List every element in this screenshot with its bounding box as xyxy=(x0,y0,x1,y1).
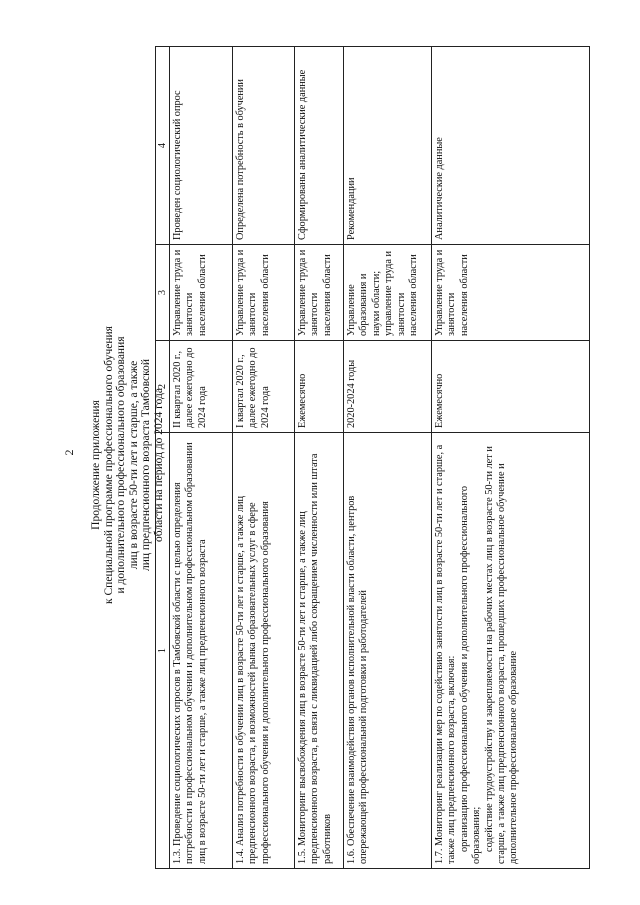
measure-subitem: содействие трудоустройству и закрепляемости на рабочих местах лиц в возрасте 50-ти лет и старше, а также лиц предпенсионного возраста, прошедших профессиональное обучение и дополнительное профессиональное образование xyxy=(483,446,520,864)
column-number-2: 2 xyxy=(156,341,170,433)
measure-result: Сформированы аналитические данные xyxy=(295,47,344,245)
measure-executor: Управление труда и занятости населения области xyxy=(233,245,295,341)
column-number-3: 3 xyxy=(156,245,170,341)
measure-intro: 1.7. Мониторинг реализации мер по содействию занятости лиц в возрасте 50-ти лет и старше, а также лиц предпенсионного возраста, включая: xyxy=(434,444,458,864)
measure-period: Ежемесячно xyxy=(432,341,590,433)
measure-executor: Управление труда и занятости населения области xyxy=(432,245,590,341)
measure-text: 1.6. Обеспечение взаимодействия органов исполнительной власти области, центров опережающей профессиональной подготовки и работодателей xyxy=(344,433,432,869)
heading-line-5: лиц предпенсионного возраста Тамбовской xyxy=(140,359,152,572)
table-row xyxy=(233,47,295,869)
column-number-1: 1 xyxy=(156,433,170,869)
measure-executor: Управление образования и науки области; управление труда и занятости населения области xyxy=(344,245,432,341)
measure-period: Ежемесячно xyxy=(295,341,344,433)
measure-period: I квартал 2020 г., далее ежегодно до 2024 года xyxy=(233,341,295,433)
measure-result: Аналитические данные xyxy=(432,47,590,245)
table-row xyxy=(295,47,344,869)
heading-line-1: Продолжение приложения xyxy=(90,400,102,530)
table-row xyxy=(432,47,590,869)
measure-period: II квартал 2020 г., далее ежегодно до 2024 года xyxy=(170,341,233,433)
measure-text: 1.5. Мониторинг высвобождения лиц в возрасте 50-ти лет и старше, а также лиц предпенсионного возраста, в связи с ликвидацией либо сокращением численности или штата работников xyxy=(295,433,344,869)
appendix-heading xyxy=(90,115,165,815)
measure-text xyxy=(432,433,590,869)
column-number-4: 4 xyxy=(156,47,170,245)
measure-period: 2020-2024 годы xyxy=(344,341,432,433)
heading-line-2: к Специальной программе профессионального обучения xyxy=(102,326,115,604)
measure-text: 1.4. Анализ потребности в обучении лиц в возрасте 50-ти лет и старше, а также лиц предпенсионного возраста, и возможностей рынка образовательных услуг в сфере профессионального обучения и дополнительного профессионального образования xyxy=(233,433,295,869)
measure-result: Определена потребность в обучении xyxy=(233,47,295,245)
table-row xyxy=(344,47,432,869)
heading-line-3: и дополнительного профессионального образования xyxy=(115,336,127,594)
measures-table xyxy=(152,46,590,869)
measure-executor: Управление труда и занятости населения области xyxy=(295,245,344,341)
measure-text: 1.3. Проведение социологических опросов в Тамбовской области с целью определения потребности в профессиональном обучении и дополнительном профессиональном образовании лиц в возрасте 50-ти лет и старше, а также лиц предпенсионного возраста xyxy=(170,433,233,869)
measure-result: Проведен социологический опрос xyxy=(170,47,233,245)
table-row xyxy=(170,47,233,869)
page-number: 2 xyxy=(62,449,76,456)
measure-result: Рекомендации xyxy=(344,47,432,245)
measure-subitem: организацию профессионального обучения и дополнительного профессионального образования; xyxy=(458,485,483,864)
measure-executor: Управление труда и занятости населения области xyxy=(170,245,233,341)
heading-line-6: области на период до 2024 года xyxy=(152,388,165,542)
table-header-row xyxy=(156,47,170,869)
heading-line-4: лиц в возрасте 50-ти лет и старше, а также xyxy=(127,360,140,570)
